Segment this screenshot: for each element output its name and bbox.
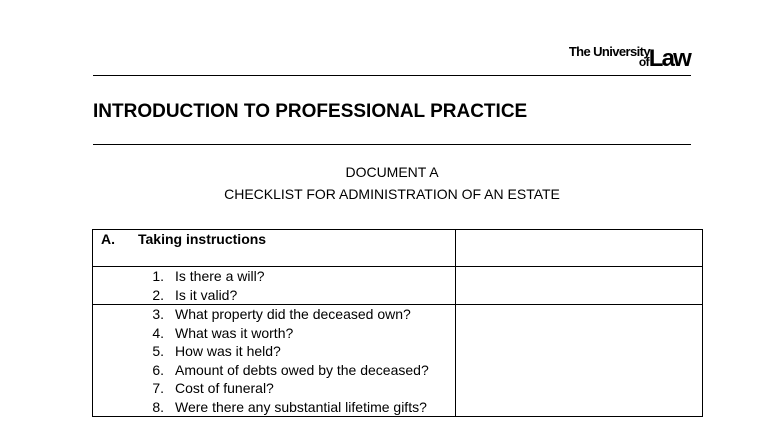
list-item xyxy=(93,305,455,324)
item-text: What property did the deceased own? xyxy=(175,306,411,322)
logo-line-1: The University xyxy=(568,44,650,59)
section-letter: A. xyxy=(101,231,115,247)
item-number: 2. xyxy=(152,286,164,303)
section-heading: Taking instructions xyxy=(138,231,267,247)
university-logo xyxy=(550,44,690,70)
document-subtitle: CHECKLIST FOR ADMINISTRATION OF AN ESTATE xyxy=(224,186,560,202)
item-number: 3. xyxy=(152,306,164,322)
section-header-row xyxy=(93,230,703,267)
item-number: 5. xyxy=(152,343,164,359)
item-number: 7. xyxy=(152,380,164,396)
logo-line-2: of xyxy=(638,55,649,69)
item-text: How was it held? xyxy=(175,343,281,359)
checklist-group-1 xyxy=(93,267,456,305)
list-item xyxy=(93,324,455,343)
list-item xyxy=(93,342,455,361)
page-title: INTRODUCTION TO PROFESSIONAL PRACTICE xyxy=(93,101,528,122)
document-label: DOCUMENT A xyxy=(345,164,439,180)
table-row xyxy=(93,305,703,417)
notes-cell xyxy=(455,305,702,417)
item-number: 6. xyxy=(152,361,164,378)
table-row xyxy=(93,267,703,305)
notes-cell xyxy=(455,267,702,305)
list-item xyxy=(93,361,455,380)
list-item xyxy=(93,286,455,305)
list-item xyxy=(93,379,455,398)
section-header-cell xyxy=(93,230,456,267)
item-text: Cost of funeral? xyxy=(175,380,274,396)
item-text: Amount of debts owed by the deceased? xyxy=(175,361,429,378)
item-number: 8. xyxy=(152,398,164,415)
list-item xyxy=(93,398,455,417)
top-divider xyxy=(93,75,691,76)
item-text: Is there a will? xyxy=(175,268,265,284)
logo-line-3: Law xyxy=(648,45,690,72)
item-number: 4. xyxy=(152,324,164,341)
item-text: Is it valid? xyxy=(175,286,238,303)
item-text: What was it worth? xyxy=(175,324,294,341)
notes-cell xyxy=(455,230,702,267)
item-text: Were there any substantial lifetime gifts? xyxy=(175,398,427,415)
item-number: 1. xyxy=(152,268,164,284)
list-item xyxy=(93,267,455,286)
title-divider xyxy=(93,144,691,145)
checklist-table xyxy=(92,229,703,417)
checklist-group-2 xyxy=(93,305,456,417)
